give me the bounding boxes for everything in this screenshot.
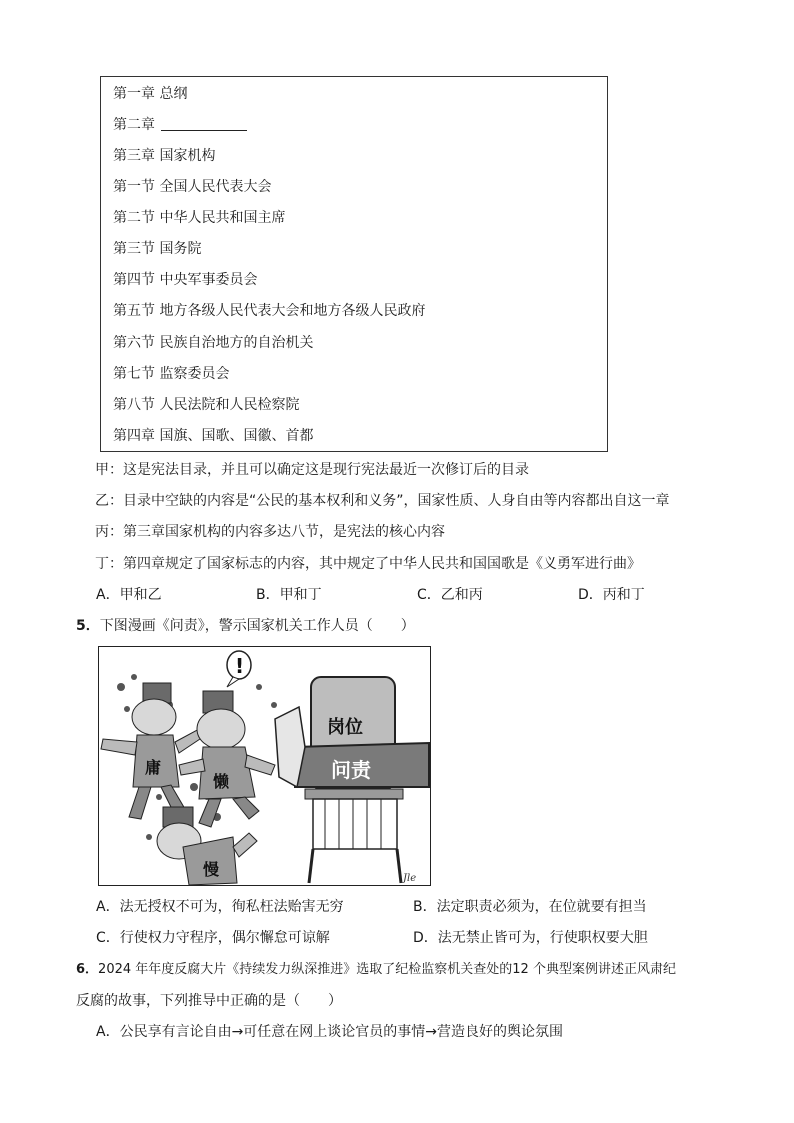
artist-signature: Jle	[403, 873, 417, 884]
q4-option-b[interactable]: B．甲和丁	[256, 587, 322, 603]
q4-option-c[interactable]: C．乙和丙	[417, 587, 483, 603]
toc-line: 第六节 民族自治地方的自治机关	[113, 335, 314, 351]
exclamation-mark: !	[235, 654, 245, 678]
toc-line: 第四节 中央军事委员会	[113, 272, 258, 288]
statement-bing: 丙：第三章国家机构的内容多达八节，是宪法的核心内容	[95, 524, 445, 540]
question-number: 5．	[76, 618, 100, 634]
official-figure-yong	[101, 683, 203, 819]
q5-option-b[interactable]: B．法定职责必须为，在位就要有担当	[413, 899, 647, 915]
question-text: 下图漫画《问责》，警示国家机关工作人员（ ）	[99, 618, 415, 634]
q4-option-d[interactable]: D．丙和丁	[578, 587, 645, 603]
question-5-stem	[76, 616, 415, 636]
accountability-cartoon	[98, 646, 431, 886]
label-man: 慢	[203, 860, 220, 879]
label-lan: 懒	[213, 772, 230, 791]
toc-line-text: 第二章	[113, 117, 155, 133]
question-6-stem-line2: 反腐的故事，下列推导中正确的是（ ）	[76, 993, 342, 1009]
q5-option-c[interactable]: C．行使权力守程序，偶尔懈怠可谅解	[96, 930, 330, 946]
q5-option-a[interactable]: A．法无授权不可为，徇私枉法贻害无穷	[96, 899, 344, 915]
toc-line: 第七节 监察委员会	[113, 366, 230, 382]
label-gangwei: 岗位	[327, 717, 363, 738]
question-number: 6．	[76, 962, 99, 977]
statement-jia: 甲：这是宪法目录，并且可以确定这是现行宪法最近一次修订后的目录	[95, 462, 529, 478]
toc-line: 第二节 中华人民共和国主席	[113, 210, 286, 226]
q4-option-a[interactable]: A．甲和乙	[96, 587, 162, 603]
q5-option-d[interactable]: D．法无禁止皆可为，行使职权要大胆	[413, 930, 648, 946]
q6-option-a[interactable]: A．公民享有言论自由→可任意在网上谈论官员的事情→营造良好的舆论氛围	[96, 1024, 564, 1040]
statement-ding: 丁：第四章规定了国家标志的内容，其中规定了中华人民共和国国歌是《义勇军进行曲》	[95, 556, 641, 572]
toc-line: 第八节 人民法院和人民检察院	[113, 397, 300, 413]
toc-line: 第五节 地方各级人民代表大会和地方各级人民政府	[113, 303, 426, 319]
toc-line: 第三节 国务院	[113, 241, 202, 257]
question-6-stem-line1	[76, 960, 676, 980]
constitution-toc-box	[100, 76, 608, 452]
question-text: 2024 年年度反腐大片《持续发力纵深推进》选取了纪检监察机关查处的12 个典型案例讲述正风肃纪	[98, 962, 676, 977]
blank-line	[161, 116, 247, 131]
toc-line	[113, 115, 247, 135]
label-wenze: 问责	[331, 758, 371, 782]
cartoon-drawing	[99, 647, 431, 886]
statement-yi: 乙：目录中空缺的内容是“公民的基本权利和义务”，国家性质、人身自由等内容都出自这一章	[95, 493, 670, 509]
toc-line: 第一章 总纲	[113, 86, 188, 102]
toc-line: 第四章 国旗、国歌、国徽、首都	[113, 428, 314, 444]
toc-line: 第三章 国家机构	[113, 148, 216, 164]
label-yong: 庸	[145, 758, 162, 777]
toc-line: 第一节 全国人民代表大会	[113, 179, 272, 195]
